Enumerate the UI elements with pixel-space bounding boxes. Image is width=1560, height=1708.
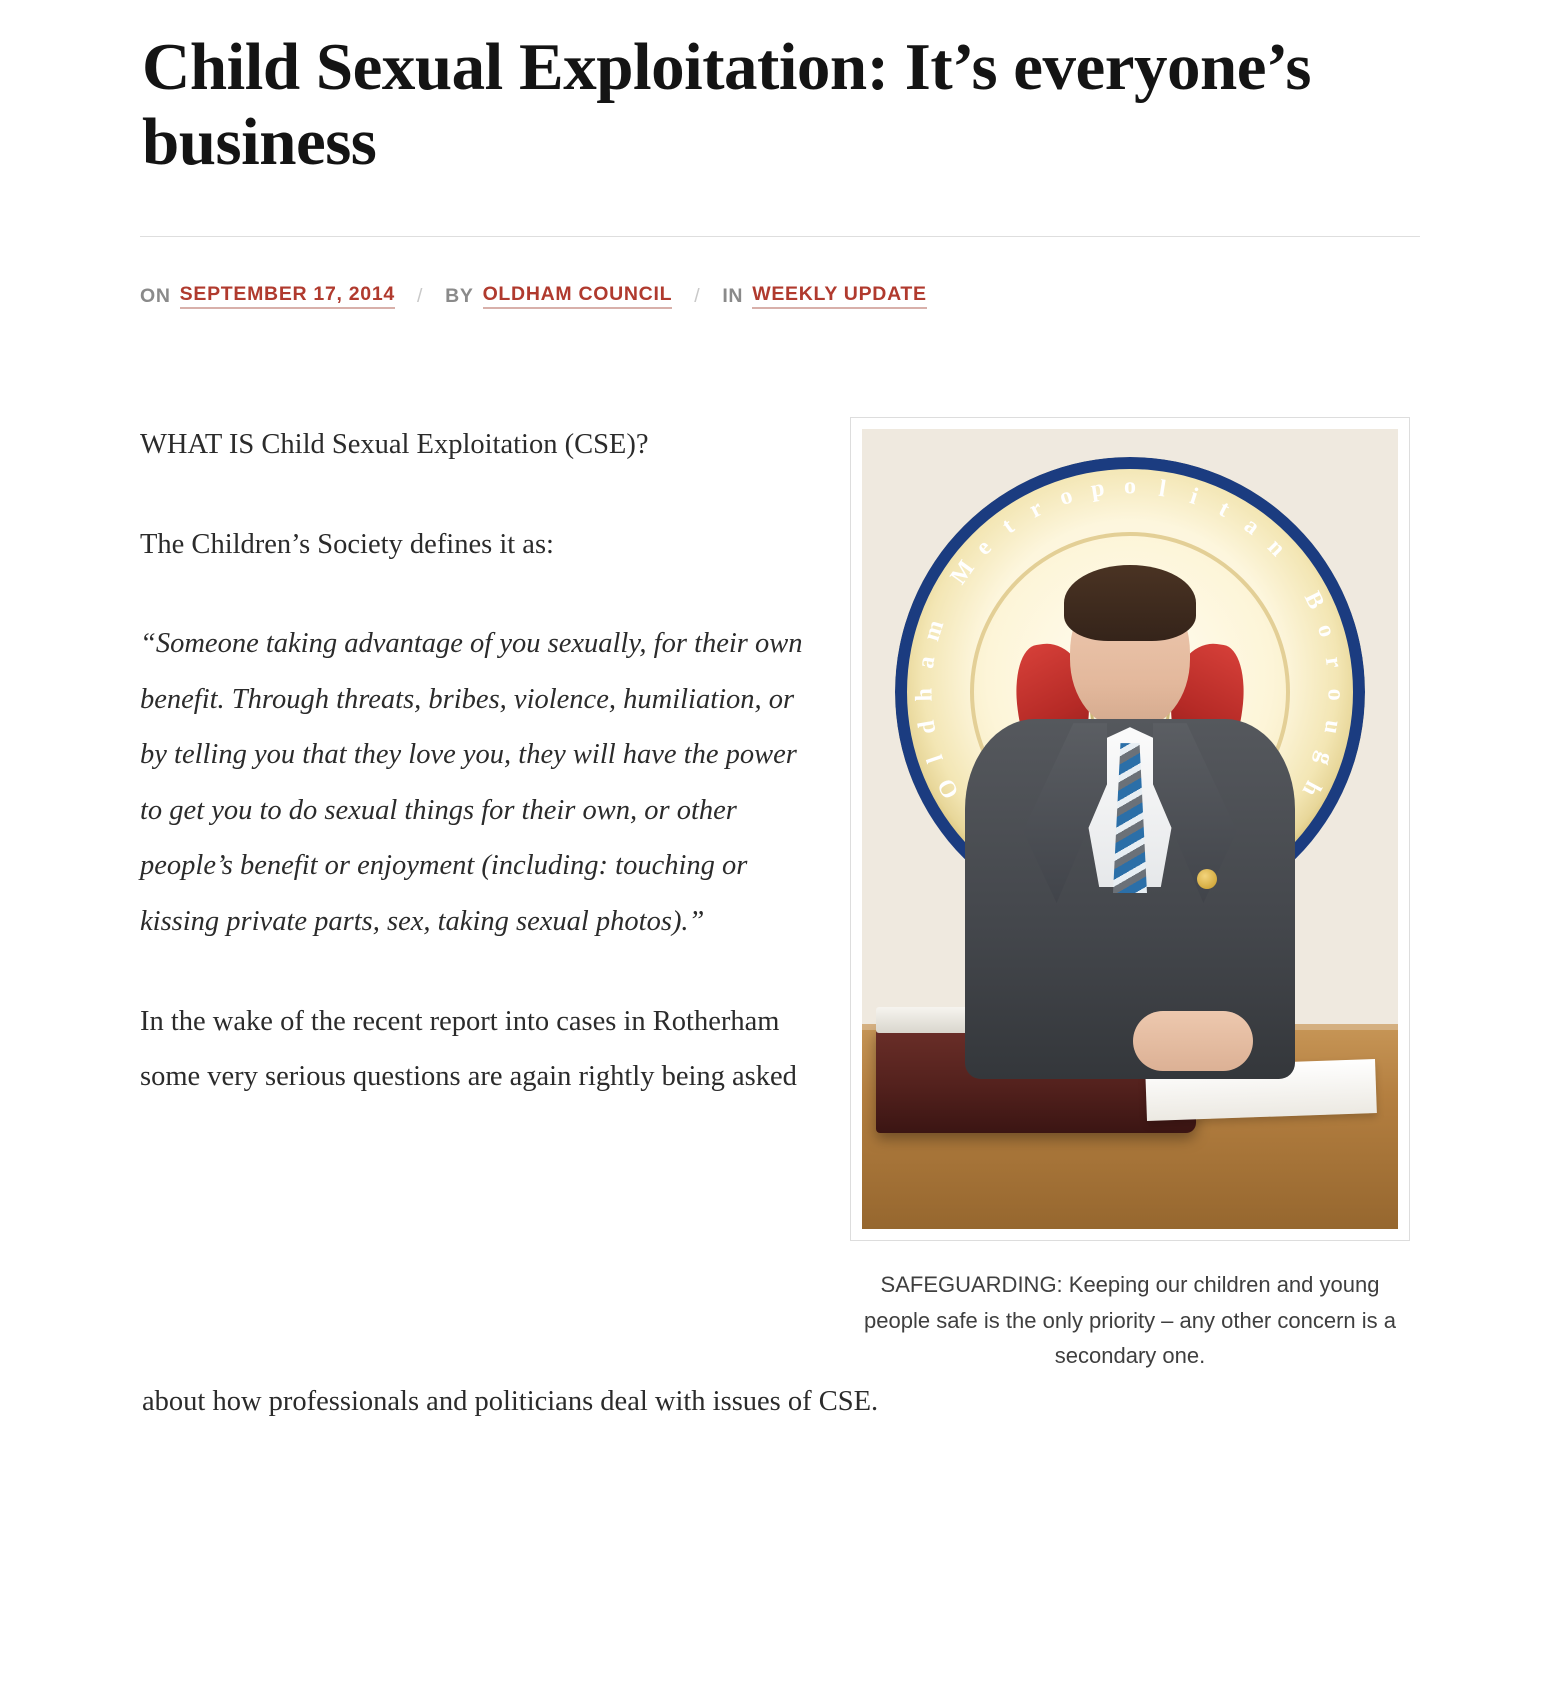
paragraph-quote: “Someone taking advantage of you sexually, for their own benefit. Through threats, bribes, violence, humiliation, or by telling you that they love you, they will have the power to get you to do sexual things for their own, or other people’s benefit or enjoyment (including: touching or kissing private parts, sex, taking sexual photos).”	[140, 628, 803, 937]
meta-author-link[interactable]: OLDHAM COUNCIL	[483, 283, 673, 309]
hands	[1133, 1011, 1253, 1071]
paragraph-definition-lead: The Children’s Society defines it as:	[140, 528, 554, 560]
meta-in-label: IN	[722, 284, 744, 307]
article-content	[140, 417, 1420, 1374]
meta-by-label: BY	[445, 284, 474, 307]
lapel-left	[1023, 723, 1107, 903]
person-portrait	[965, 559, 1295, 1079]
paragraph-rotherham: In the wake of the recent report into cases in Rotherham some very serious questions are again rightly being asked	[140, 1005, 797, 1093]
suit-torso	[965, 719, 1295, 1079]
lapel-badge-icon	[1197, 869, 1217, 889]
meta-separator-2: /	[694, 284, 701, 307]
figure-caption: SAFEGUARDING: Keeping our children and young people safe is the only priority – any other concern is a secondary one.	[864, 1272, 1396, 1369]
title-divider	[140, 236, 1420, 237]
text-column	[140, 417, 840, 1149]
paragraph-rotherham-tail: about how professionals and politicians deal with issues of CSE.	[142, 1385, 879, 1417]
article-figure	[850, 417, 1410, 1241]
hair	[1064, 565, 1196, 641]
page-title: Child Sexual Exploitation: It’s everyone’s business	[142, 30, 1311, 180]
figure-photo	[862, 429, 1398, 1229]
entry-meta	[140, 283, 1420, 309]
paragraph-what-is-cse: WHAT IS Child Sexual Exploitation (CSE)?	[140, 429, 649, 461]
meta-date-link[interactable]: SEPTEMBER 17, 2014	[180, 283, 395, 309]
meta-category-link[interactable]: WEEKLY UPDATE	[752, 283, 927, 309]
crest-ring-text: O l d h a m M e t r o p o l i t a n B o r o u g h	[911, 473, 1349, 803]
meta-on-label: ON	[140, 284, 171, 307]
lapel-right	[1153, 723, 1237, 903]
meta-separator-1: /	[416, 284, 424, 307]
media-column	[840, 417, 1420, 1374]
